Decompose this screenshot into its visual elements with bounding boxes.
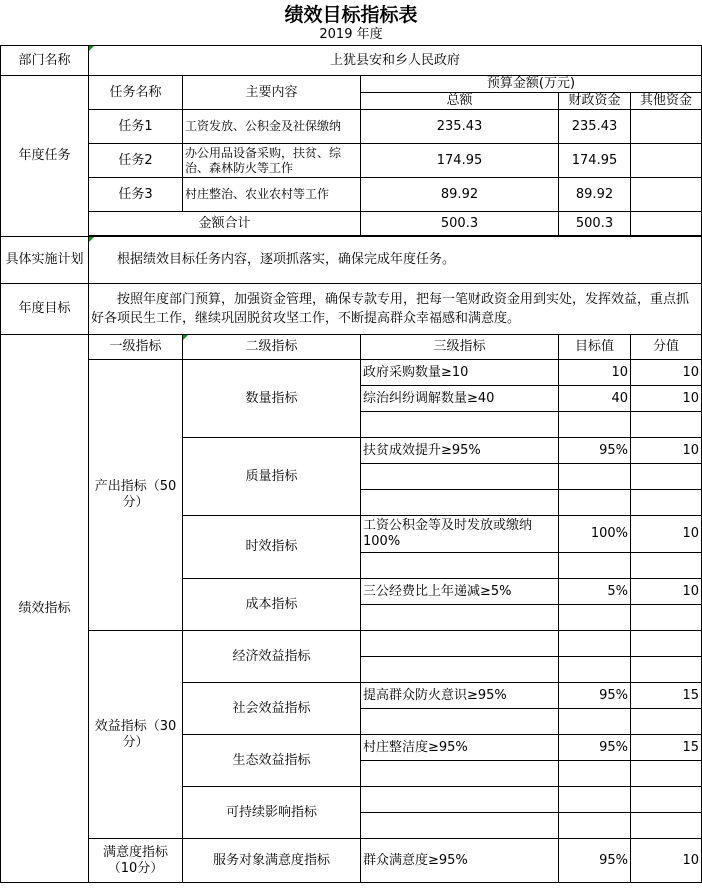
- score-cell: 10: [631, 360, 702, 386]
- task-name: 任务2: [89, 144, 183, 178]
- ecological-indicator: 生态效益指标: [183, 735, 361, 787]
- task-name: 任务1: [89, 110, 183, 144]
- l3-cell: [361, 605, 559, 631]
- l3-cell: 村庄整洁度≥95%: [361, 735, 559, 761]
- target-cell: 95%: [559, 839, 631, 883]
- task-total: 89.92: [361, 178, 559, 212]
- sum-label: 金额合计: [89, 212, 361, 236]
- l3-cell: [361, 412, 559, 438]
- task-total: 174.95: [361, 144, 559, 178]
- target-header: 目标值: [559, 335, 631, 360]
- score-cell: 10: [631, 386, 702, 412]
- task-content-header: 主要内容: [183, 76, 361, 110]
- annual-task-label: 年度任务: [1, 76, 89, 237]
- output-indicator: 产出指标（50分）: [89, 360, 183, 631]
- l3-cell: 综治纠纷调解数量≥40: [361, 386, 559, 412]
- target-cell: 100%: [559, 516, 631, 553]
- fiscal-header: 财政资金: [559, 93, 631, 110]
- l3-cell: 三公经费比上年递减≥5%: [361, 579, 559, 605]
- other-header: 其他资金: [631, 93, 702, 110]
- l3-cell: 工资公积金等及时发放或缴纳100%: [361, 516, 559, 553]
- l3-cell: 政府采购数量≥10: [361, 360, 559, 386]
- table-row: [1, 110, 702, 144]
- table-row: [1, 178, 702, 212]
- task-content: 村庄整治、农业农村等工作: [183, 178, 361, 212]
- score-cell: [631, 709, 702, 735]
- l3-cell: [361, 490, 559, 516]
- task-other: [631, 144, 702, 178]
- target-cell: [559, 464, 631, 490]
- benefit-indicator: 效益指标（30分）: [89, 631, 183, 839]
- service-satisfaction-indicator: 服务对象满意度指标: [183, 839, 361, 883]
- l3-cell: [361, 813, 559, 839]
- plan-label: 具体实施计划: [1, 237, 89, 284]
- target-cell: [559, 709, 631, 735]
- perf-label: 绩效指标: [1, 335, 89, 883]
- l3-cell: [361, 657, 559, 683]
- year-label: 2019 年度: [319, 27, 383, 42]
- target-cell: [559, 412, 631, 438]
- task-name: 任务3: [89, 178, 183, 212]
- score-cell: 10: [631, 516, 702, 553]
- score-cell: 10: [631, 438, 702, 464]
- l3-cell: 提高群众防火意识≥95%: [361, 683, 559, 709]
- score-cell: 15: [631, 683, 702, 709]
- sum-other: [631, 212, 702, 236]
- l3-cell: [361, 631, 559, 657]
- target-cell: [559, 813, 631, 839]
- target-cell: 5%: [559, 579, 631, 605]
- l1-header: 一级指标: [89, 335, 183, 360]
- dept-name: 上犹县安和乡人民政府: [89, 46, 702, 76]
- l3-cell: 群众满意度≥95%: [361, 839, 559, 883]
- target-cell: [559, 490, 631, 516]
- dept-label: 部门名称: [1, 46, 89, 76]
- l3-cell: [361, 553, 559, 579]
- score-cell: [631, 631, 702, 657]
- total-header: 总额: [361, 93, 559, 110]
- score-cell: 10: [631, 839, 702, 883]
- score-cell: [631, 605, 702, 631]
- target-cell: 95%: [559, 683, 631, 709]
- score-cell: [631, 761, 702, 787]
- score-cell: 15: [631, 735, 702, 761]
- task-other: [631, 178, 702, 212]
- score-cell: [631, 813, 702, 839]
- budget-header: 预算金额(万元): [361, 76, 702, 93]
- sustainable-indicator: 可持续影响指标: [183, 787, 361, 839]
- l3-cell: 扶贫成效提升≥95%: [361, 438, 559, 464]
- table-row: [1, 144, 702, 178]
- target-cell: [559, 761, 631, 787]
- goal-label: 年度目标: [1, 284, 89, 335]
- quantity-indicator: 数量指标: [183, 360, 361, 438]
- quality-indicator: 质量指标: [183, 438, 361, 516]
- target-cell: [559, 605, 631, 631]
- score-cell: [631, 787, 702, 813]
- table-row: [1, 360, 702, 386]
- score-cell: [631, 412, 702, 438]
- task-fiscal: 174.95: [559, 144, 631, 178]
- timeliness-indicator: 时效指标: [183, 516, 361, 579]
- score-cell: [631, 464, 702, 490]
- task-content: 工资发放、公积金及社保缴纳: [183, 110, 361, 144]
- cost-indicator: 成本指标: [183, 579, 361, 631]
- score-cell: [631, 553, 702, 579]
- goal-text: 按照年度部门预算，加强资金管理，确保专款专用，把每一笔财政资金用到实处，发挥效益，重点抓好各项民生工作，继续巩固脱贫攻坚工作，不断提高群众幸福感和满意度。: [89, 284, 702, 335]
- target-cell: 40: [559, 386, 631, 412]
- indicator-table: [0, 45, 702, 883]
- task-total: 235.43: [361, 110, 559, 144]
- score-cell: [631, 657, 702, 683]
- task-other: [631, 110, 702, 144]
- l3-header: 三级指标: [361, 335, 559, 360]
- sum-total: 500.3: [361, 212, 559, 236]
- score-cell: [631, 490, 702, 516]
- target-cell: 95%: [559, 438, 631, 464]
- task-fiscal: 235.43: [559, 110, 631, 144]
- target-cell: [559, 657, 631, 683]
- page-title: 绩效目标指标表: [284, 4, 418, 26]
- target-cell: [559, 553, 631, 579]
- target-cell: [559, 787, 631, 813]
- sum-fiscal: 500.3: [559, 212, 631, 236]
- l3-cell: [361, 464, 559, 490]
- economic-indicator: 经济效益指标: [183, 631, 361, 683]
- task-name-header: 任务名称: [89, 76, 183, 110]
- task-fiscal: 89.92: [559, 178, 631, 212]
- task-content: 办公用品设备采购，扶贫、综治、森林防火等工作: [183, 144, 361, 178]
- social-indicator: 社会效益指标: [183, 683, 361, 735]
- satisfaction-indicator: 满意度指标（10分）: [89, 839, 183, 883]
- l3-cell: [361, 709, 559, 735]
- l3-cell: [361, 761, 559, 787]
- target-cell: 95%: [559, 735, 631, 761]
- target-cell: [559, 631, 631, 657]
- score-cell: 10: [631, 579, 702, 605]
- plan-text: 根据绩效目标任务内容，逐项抓落实，确保完成年度任务。: [89, 237, 702, 284]
- l3-cell: [361, 787, 559, 813]
- l2-header: 二级指标: [183, 335, 361, 360]
- table-row: [1, 839, 702, 883]
- target-cell: 10: [559, 360, 631, 386]
- score-header: 分值: [631, 335, 702, 360]
